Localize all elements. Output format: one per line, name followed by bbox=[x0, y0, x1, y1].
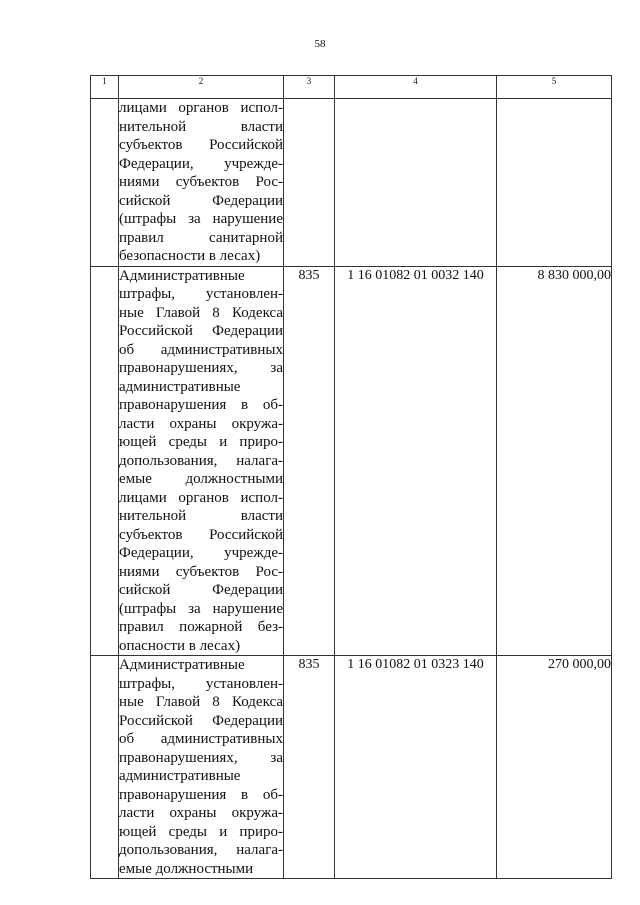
description-line: об административных bbox=[119, 731, 283, 747]
page-number: 58 bbox=[314, 38, 326, 50]
description-line: субъектов Российской bbox=[119, 137, 283, 153]
description-line: ные Главой 8 Кодекса bbox=[119, 694, 283, 710]
description-line: нительной власти bbox=[119, 508, 283, 524]
description-line: штрафы, установлен- bbox=[119, 675, 283, 692]
description-line: ниями субъектов Рос- bbox=[119, 174, 283, 190]
description-line: безопасности в лесах) bbox=[119, 248, 261, 264]
column-header-3: 3 bbox=[284, 76, 335, 99]
description-line: Федерации, учрежде- bbox=[119, 545, 283, 561]
description-line: правонарушения в об- bbox=[119, 786, 283, 803]
table-header-row bbox=[91, 76, 612, 99]
description-line: нительной власти bbox=[119, 118, 283, 135]
description-line: емые должностными bbox=[119, 860, 254, 877]
column-header-5: 5 bbox=[497, 76, 612, 99]
row-number-cell bbox=[91, 656, 119, 879]
budget-code-cell: 1 16 01082 01 0032 140 bbox=[335, 266, 497, 656]
budget-code-cell: 1 16 01082 01 0323 140 bbox=[335, 656, 497, 879]
description-line: ющей среды и приро- bbox=[119, 434, 283, 450]
description-line: сийской Федерации bbox=[119, 582, 283, 598]
description-line: Административные bbox=[119, 267, 245, 284]
description-line: правил санитарной bbox=[119, 229, 283, 246]
description-cell bbox=[119, 656, 284, 879]
description-line: ющей среды и приро- bbox=[119, 823, 283, 840]
description-line: сийской Федерации bbox=[119, 192, 283, 209]
description-line: емые должностными bbox=[119, 471, 283, 487]
table-row bbox=[91, 656, 612, 879]
description-line: лицами органов испол- bbox=[119, 100, 283, 116]
description-line: правил пожарной без- bbox=[119, 619, 283, 635]
table-row bbox=[91, 266, 612, 656]
table-row bbox=[91, 99, 612, 267]
description-line: административные bbox=[119, 768, 241, 784]
description-line: ные Главой 8 Кодекса bbox=[119, 304, 283, 321]
description-line: ласти охраны окружа- bbox=[119, 805, 283, 821]
description-line: правонарушениях, за bbox=[119, 360, 283, 376]
amount-cell: 270 000,00 bbox=[497, 656, 612, 879]
admin-code-cell: 835 bbox=[284, 266, 335, 656]
row-number-cell bbox=[91, 99, 119, 267]
column-header-2: 2 bbox=[119, 76, 284, 99]
admin-code-cell: 835 bbox=[284, 656, 335, 879]
description-line: правонарушениях, за bbox=[119, 749, 283, 766]
budget-revenue-table bbox=[90, 75, 612, 879]
description-line: административные bbox=[119, 378, 241, 395]
description-line: Административные bbox=[119, 657, 245, 673]
column-header-1: 1 bbox=[91, 76, 119, 99]
budget-code-cell bbox=[335, 99, 497, 267]
description-line: об административных bbox=[119, 341, 283, 358]
row-number-cell bbox=[91, 266, 119, 656]
description-line: правонарушения в об- bbox=[119, 397, 283, 413]
description-line: Российской Федерации bbox=[119, 323, 283, 339]
description-line: допользования, налага- bbox=[119, 842, 283, 858]
description-line: лицами органов испол- bbox=[119, 489, 283, 506]
description-line: субъектов Российской bbox=[119, 526, 283, 543]
description-line: опасности в лесах) bbox=[119, 637, 241, 654]
description-line: штрафы, установлен- bbox=[119, 286, 283, 302]
description-line: Федерации, учрежде- bbox=[119, 155, 283, 172]
description-line: ниями субъектов Рос- bbox=[119, 563, 283, 580]
admin-code-cell bbox=[284, 99, 335, 267]
amount-cell bbox=[497, 99, 612, 267]
description-cell bbox=[119, 99, 284, 267]
description-line: Российской Федерации bbox=[119, 712, 283, 729]
column-header-4: 4 bbox=[335, 76, 497, 99]
description-line: допользования, налага- bbox=[119, 452, 283, 469]
description-line: (штрафы за нарушение bbox=[119, 600, 283, 617]
amount-cell: 8 830 000,00 bbox=[497, 266, 612, 656]
description-line: (штрафы за нарушение bbox=[119, 211, 283, 227]
description-cell bbox=[119, 266, 284, 656]
description-line: ласти охраны окружа- bbox=[119, 415, 283, 432]
